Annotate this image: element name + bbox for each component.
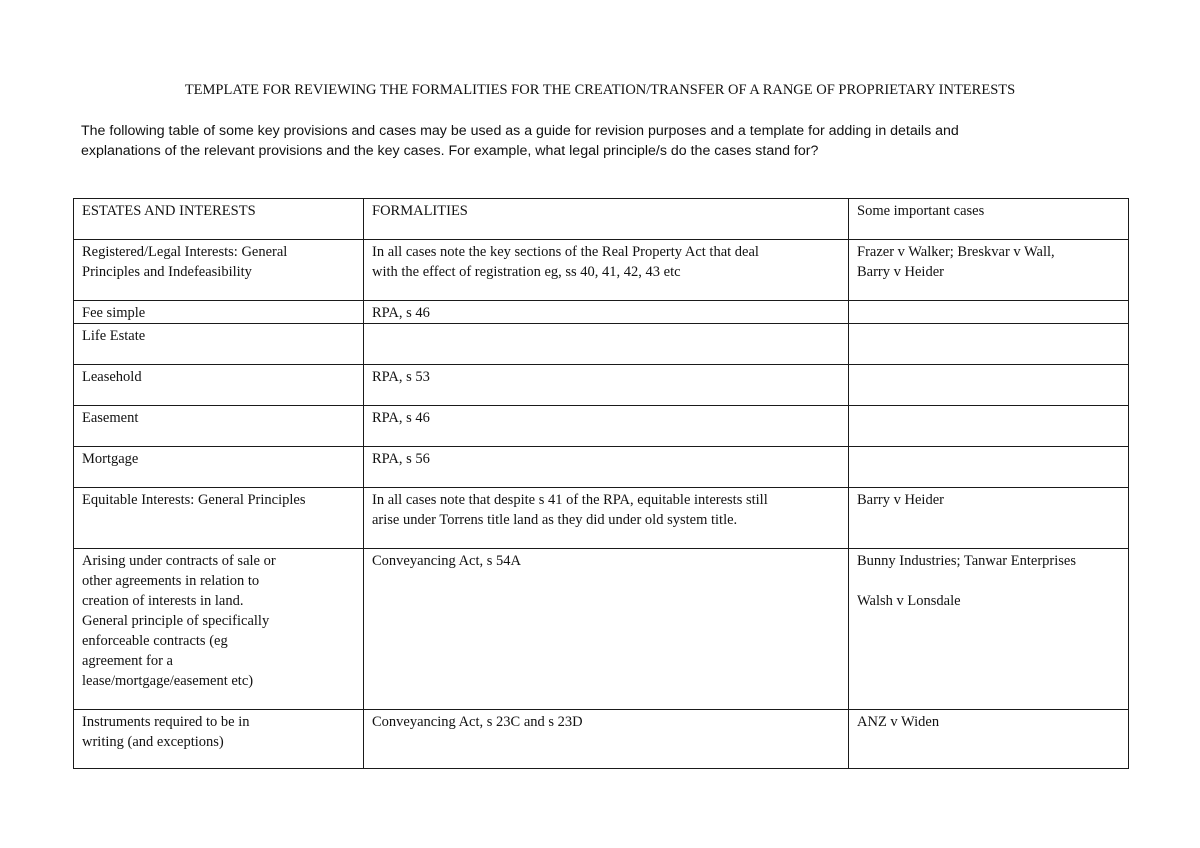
cell-line: In all cases note the key sections of the Real Property Act that deal	[372, 244, 759, 260]
intro-paragraph	[81, 121, 1091, 161]
cell-cases	[849, 447, 1129, 488]
table-row-instruments-in-writing	[74, 710, 1129, 769]
cell-line: agreement for a	[82, 653, 173, 669]
cell-formalities: RPA, s 46	[364, 406, 849, 447]
cell-formalities: Conveyancing Act, s 54A	[364, 549, 849, 710]
cell-line: Bunny Industries; Tanwar Enterprises	[857, 553, 1076, 569]
cell-cases	[849, 324, 1129, 365]
cell-line: lease/mortgage/easement etc)	[82, 673, 254, 689]
cell-line: with the effect of registration eg, ss 40, 41, 42, 43 etc	[372, 264, 681, 280]
table-row-fee-simple	[74, 301, 1129, 324]
table-row-leasehold	[74, 365, 1129, 406]
cell-line: writing (and exceptions)	[82, 734, 224, 750]
table-row-contracts-of-sale	[74, 549, 1129, 710]
cell-cases: ANZ v Widen	[849, 710, 1129, 769]
cell-line: Principles and Indefeasibility	[82, 264, 252, 280]
cell-cases	[849, 301, 1129, 324]
cell-cases	[849, 240, 1129, 301]
table-header-row	[74, 199, 1129, 240]
cell-interest	[74, 710, 364, 769]
cell-cases: Barry v Heider	[849, 488, 1129, 549]
cell-line: arise under Torrens title land as they did under old system title.	[372, 512, 738, 528]
cell-formalities: RPA, s 53	[364, 365, 849, 406]
cell-line: Walsh v Lonsdale	[857, 593, 961, 609]
cell-line: Registered/Legal Interests: General	[82, 244, 288, 260]
cell-interest	[74, 240, 364, 301]
cell-interest	[74, 549, 364, 710]
cell-interest: Fee simple	[74, 301, 364, 324]
cell-interest: Leasehold	[74, 365, 364, 406]
cell-interest: Equitable Interests: General Principles	[74, 488, 364, 549]
header-estates-interests: ESTATES AND INTERESTS	[74, 199, 364, 240]
cell-line: other agreements in relation to	[82, 573, 260, 589]
header-formalities: FORMALITIES	[364, 199, 849, 240]
formalities-table	[73, 198, 1129, 769]
cell-formalities	[364, 324, 849, 365]
cell-line: Barry v Heider	[857, 264, 944, 280]
cell-interest: Easement	[74, 406, 364, 447]
table-row-registered-interests	[74, 240, 1129, 301]
cell-interest: Life Estate	[74, 324, 364, 365]
cell-formalities: RPA, s 46	[364, 301, 849, 324]
intro-line-1: The following table of some key provisions and cases may be used as a guide for revision purposes and a template for adding in details and	[81, 123, 959, 139]
cell-line: General principle of specifically	[82, 613, 270, 629]
table-row-equitable-interests	[74, 488, 1129, 549]
cell-line: In all cases note that despite s 41 of the RPA, equitable interests still	[372, 492, 768, 508]
cell-line: Frazer v Walker; Breskvar v Wall,	[857, 244, 1055, 260]
page-title: TEMPLATE FOR REVIEWING THE FORMALITIES FOR THE CREATION/TRANSFER OF A RANGE OF PROPRIETARY INTERESTS	[184, 82, 1016, 98]
cell-cases	[849, 549, 1129, 710]
table-row-mortgage	[74, 447, 1129, 488]
cell-cases	[849, 365, 1129, 406]
table-row-easement	[74, 406, 1129, 447]
cell-line: Instruments required to be in	[82, 714, 250, 730]
table-row-life-estate	[74, 324, 1129, 365]
cell-formalities	[364, 488, 849, 549]
cell-formalities: RPA, s 56	[364, 447, 849, 488]
intro-line-2: explanations of the relevant provisions and the key cases. For example, what legal principle/s do the cases stand for?	[81, 143, 819, 159]
cell-line: creation of interests in land.	[82, 593, 244, 609]
cell-formalities	[364, 240, 849, 301]
cell-line: enforceable contracts (eg	[82, 633, 228, 649]
cell-formalities: Conveyancing Act, s 23C and s 23D	[364, 710, 849, 769]
cell-interest: Mortgage	[74, 447, 364, 488]
cell-cases	[849, 406, 1129, 447]
cell-line: Arising under contracts of sale or	[82, 553, 276, 569]
header-important-cases: Some important cases	[849, 199, 1129, 240]
